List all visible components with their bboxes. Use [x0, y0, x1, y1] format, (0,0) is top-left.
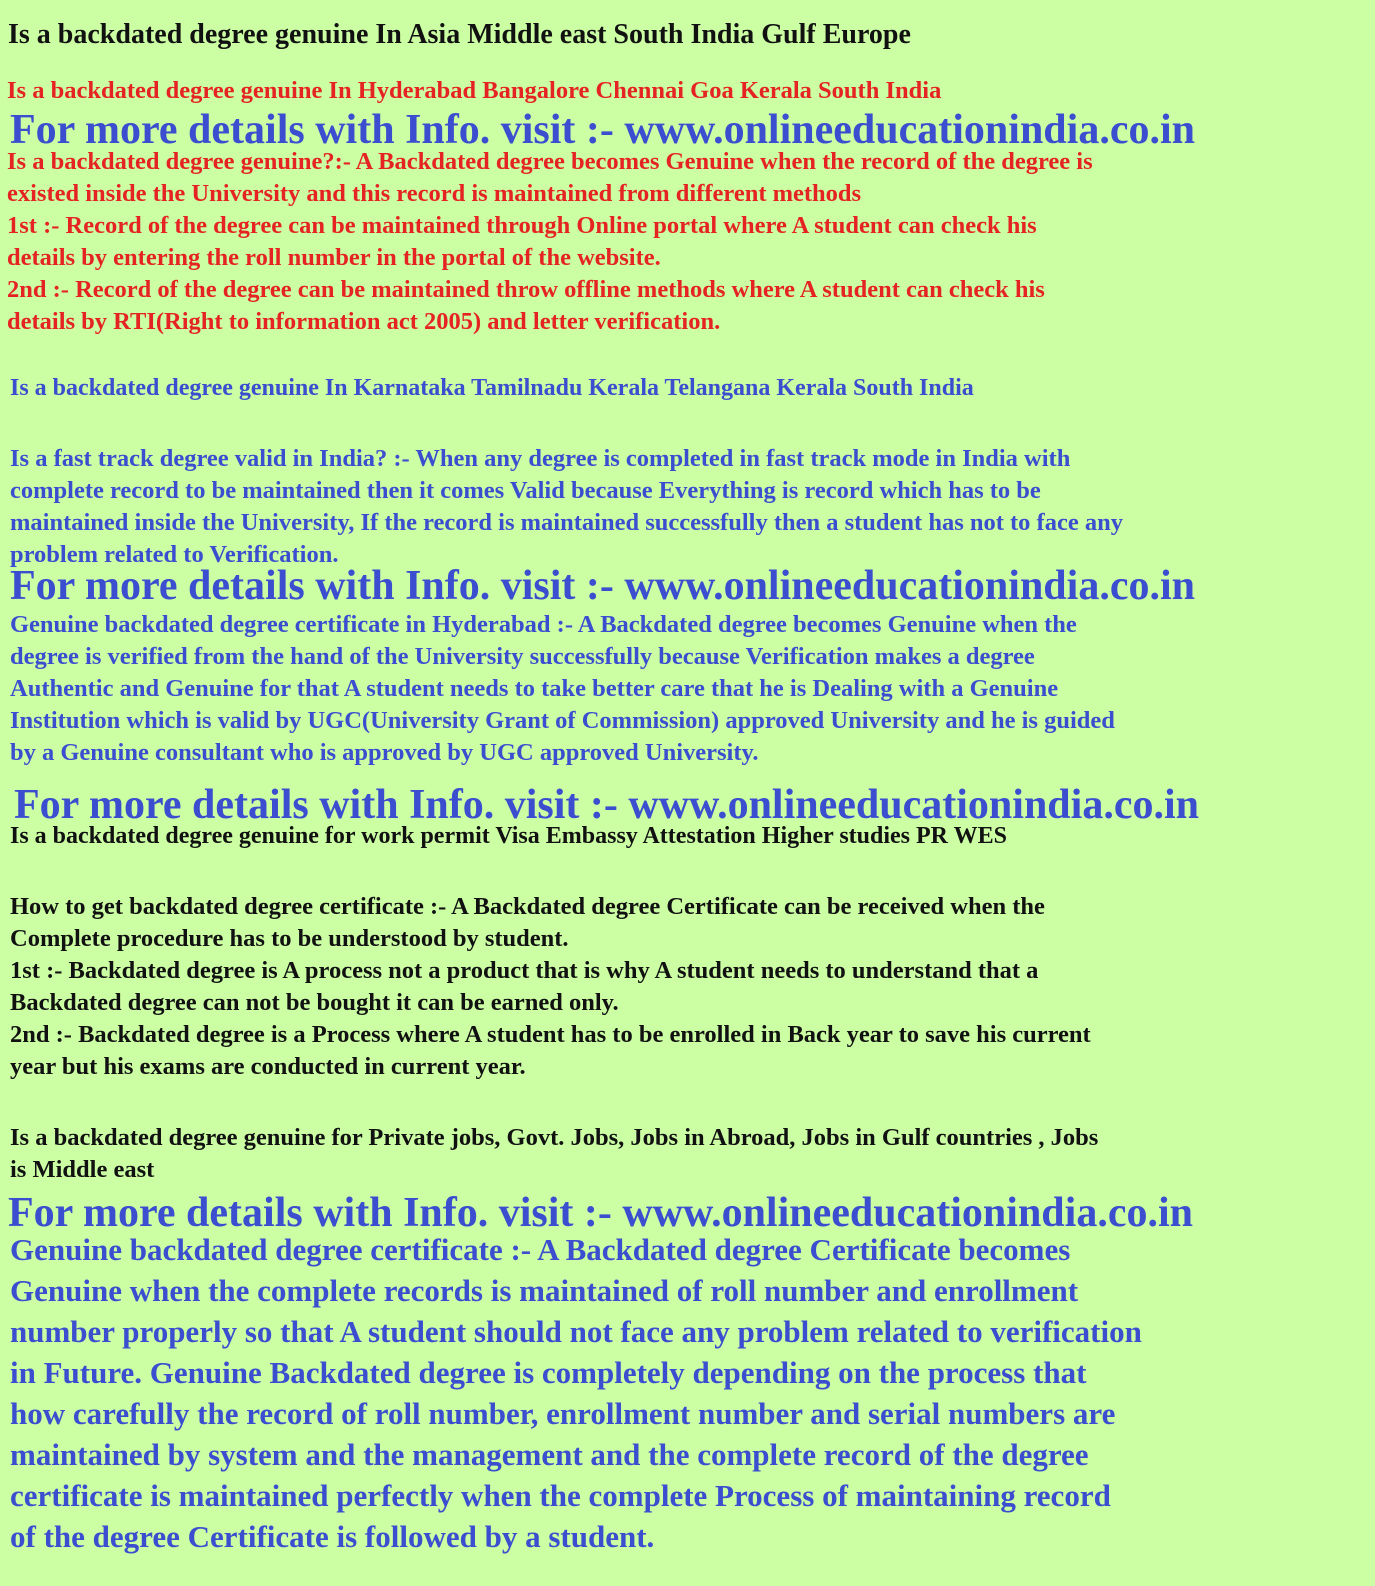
section-1-line: details by entering the roll number in the portal of the website. — [7, 244, 661, 271]
section-2-body — [10, 443, 1123, 571]
section-5-line: Genuine backdated degree certificate :- A Backdated degree Certificate becomes — [10, 1232, 1071, 1267]
section-1-line: Is a backdated degree genuine?:- A Backdated degree becomes Genuine when the record of the degree is — [7, 148, 1093, 175]
section-5-line: Genuine when the complete records is maintained of roll number and enrollment — [10, 1273, 1079, 1308]
section-2-line: Is a fast track degree valid in India? :- When any degree is completed in fast track mode in India with — [10, 445, 1071, 472]
section-4-jobs-line: Is a backdated degree genuine for Private jobs, Govt. Jobs, Jobs in Abroad, Jobs in Gulf countries , Jobs — [10, 1124, 1099, 1151]
section-3-line: Institution which is valid by UGC(University Grant of Commission) approved University and he is guided — [10, 707, 1115, 734]
section-2-line: complete record to be maintained then it comes Valid because Everything is record which has to be — [10, 477, 1041, 504]
section-2-line: maintained inside the University, If the record is maintained successfully then a student has not to face any — [10, 509, 1123, 536]
section-1-line: existed inside the University and this record is maintained from different methods — [7, 180, 862, 207]
section-5-line: number properly so that A student should not face any problem related to verification — [10, 1314, 1142, 1349]
section-5-body — [10, 1229, 1142, 1557]
page-title: Is a backdated degree genuine In Asia Middle east South India Gulf Europe — [8, 19, 911, 50]
section-4-body — [10, 891, 1091, 1083]
section-4-line: How to get backdated degree certificate :- A Backdated degree Certificate can be received when the — [10, 893, 1045, 920]
section-4-jobs — [10, 1122, 1098, 1186]
section-4-line: 1st :- Backdated degree is A process not a product that is why A student needs to understand that a — [10, 957, 1039, 984]
section-2-line: problem related to Verification. — [10, 541, 339, 568]
section-4-line: Backdated degree can not be bought it can be earned only. — [10, 989, 619, 1016]
section-4-heading: Is a backdated degree genuine for work permit Visa Embassy Attestation Higher studies PR WES — [10, 823, 1007, 849]
section-3-line: degree is verified from the hand of the University successfully because Verification makes a degree — [10, 643, 1035, 670]
section-5-line: of the degree Certificate is followed by a student. — [10, 1519, 655, 1554]
section-3-line: Authentic and Genuine for that A student needs to take better care that he is Dealing with a Genuine — [10, 675, 1059, 702]
section-1-body — [7, 146, 1093, 338]
more-details-link-3[interactable]: For more details with Info. visit :- www.onlineeducationindia.co.in — [14, 782, 1200, 828]
more-details-link-4[interactable]: For more details with Info. visit :- www.onlineeducationindia.co.in — [8, 1190, 1194, 1236]
section-1-heading: Is a backdated degree genuine In Hyderabad Bangalore Chennai Goa Kerala South India — [7, 77, 942, 104]
more-details-link-1[interactable]: For more details with Info. visit :- www.onlineeducationindia.co.in — [10, 107, 1196, 153]
section-1-line: details by RTI(Right to information act 2005) and letter verification. — [7, 308, 721, 335]
section-3-body — [10, 609, 1115, 769]
section-2-heading: Is a backdated degree genuine In Karnataka Tamilnadu Kerala Telangana Kerala South India — [10, 375, 974, 401]
section-3-line: by a Genuine consultant who is approved by UGC approved University. — [10, 739, 759, 766]
section-4-line: year but his exams are conducted in current year. — [10, 1053, 526, 1080]
more-details-link-2[interactable]: For more details with Info. visit :- www.onlineeducationindia.co.in — [10, 563, 1196, 609]
section-4-line: 2nd :- Backdated degree is a Process where A student has to be enrolled in Back year to save his current — [10, 1021, 1091, 1048]
section-5-line: maintained by system and the management and the complete record of the degree — [10, 1437, 1089, 1472]
section-5-line: how carefully the record of roll number, enrollment number and serial numbers are — [10, 1396, 1116, 1431]
section-3-line: Genuine backdated degree certificate in Hyderabad :- A Backdated degree becomes Genuine when the — [10, 611, 1077, 638]
section-4-jobs-line: is Middle east — [10, 1156, 155, 1183]
section-1-line: 2nd :- Record of the degree can be maintained throw offline methods where A student can check his — [7, 276, 1045, 303]
section-5-line: certificate is maintained perfectly when the complete Process of maintaining record — [10, 1478, 1111, 1513]
section-5-line: in Future. Genuine Backdated degree is completely depending on the process that — [10, 1355, 1087, 1390]
section-1-line: 1st :- Record of the degree can be maintained through Online portal where A student can check his — [7, 212, 1037, 239]
section-4-line: Complete procedure has to be understood by student. — [10, 925, 569, 952]
